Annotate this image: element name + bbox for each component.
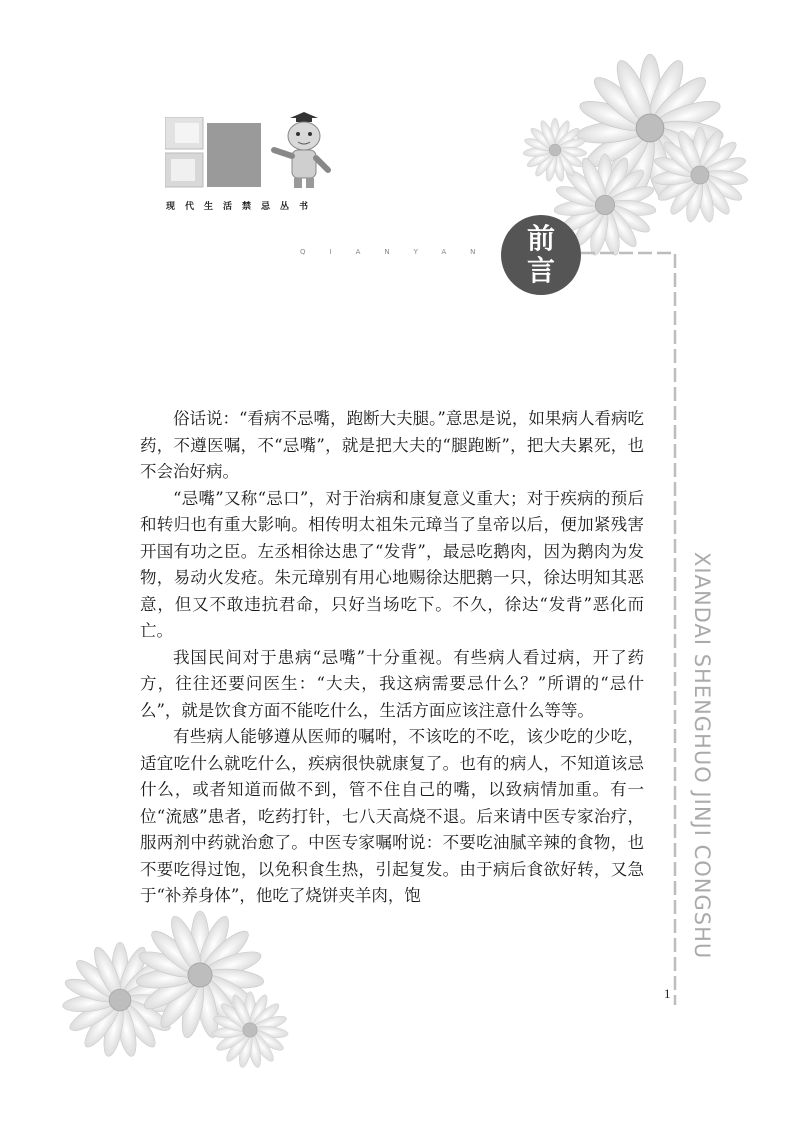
section-pinyin: QIANYAN xyxy=(300,248,500,256)
series-title: 现代生活禁忌丛书 xyxy=(166,202,319,212)
paragraph: “忌嘴”又称“忌口”，对于治病和康复意义重大；对于疾病的预后和转归也有重大影响。相传明太祖朱元璋当了皇帝以后，便加紧残害开国有功之臣。左丞相徐达患了“发背”，最忌吃鹅肉，因为鹅肉为发物，易动火发疮。朱元璋别有用心地赐徐达肥鹅一只，徐达明知其恶意，但又不敢违抗君命，只好当场吃下。不久，徐达“发背”恶化而亡。 xyxy=(140,488,644,640)
paragraph: 我国民间对于患病“忌嘴”十分重视。有些病人看过病，开了药方，往往还要问医生：“大夫，我这病需要忌什么？”所谓的“忌什么”，就是饮食方面不能吃什么，生活方面应该注意什么等等。 xyxy=(140,647,644,720)
page-number: 1 xyxy=(664,986,671,1001)
side-series-title: XIANDAI SHENGHUO JINJI CONGSHU xyxy=(690,552,714,960)
doctor-mascot-icon xyxy=(268,110,340,192)
series-logo-blocks xyxy=(165,117,263,189)
section-badge: 前言 xyxy=(501,215,581,295)
paragraph: 俗话说：“看病不忌嘴，跑断大夫腿。”意思是说，如果病人看病吃药，不遵医嘱，不“忌嘴”，就是把大夫的“腿跑断”，把大夫累死，也不会治好病。 xyxy=(140,409,644,481)
preface-body xyxy=(140,406,644,910)
paragraph: 有些病人能够遵从医师的嘱咐，不该吃的不吃，该少吃的少吃，适宜吃什么就吃什么，疾病很快就康复了。也有的病人，不知道该忌什么，或者知道而做不到，管不住自己的嘴，以致病情加重。有一位“流感”患者，吃药打针，七八天高烧不退。后来请中医专家治疗，服两剂中药就治愈了。中医专家嘱咐说：不要吃油腻辛辣的食物，也不要吃得过饱，以免积食生热，引起复发。由于病后食欲好转，又急于“补养身体”，他吃了烧饼夹羊肉，饱 xyxy=(140,727,644,905)
